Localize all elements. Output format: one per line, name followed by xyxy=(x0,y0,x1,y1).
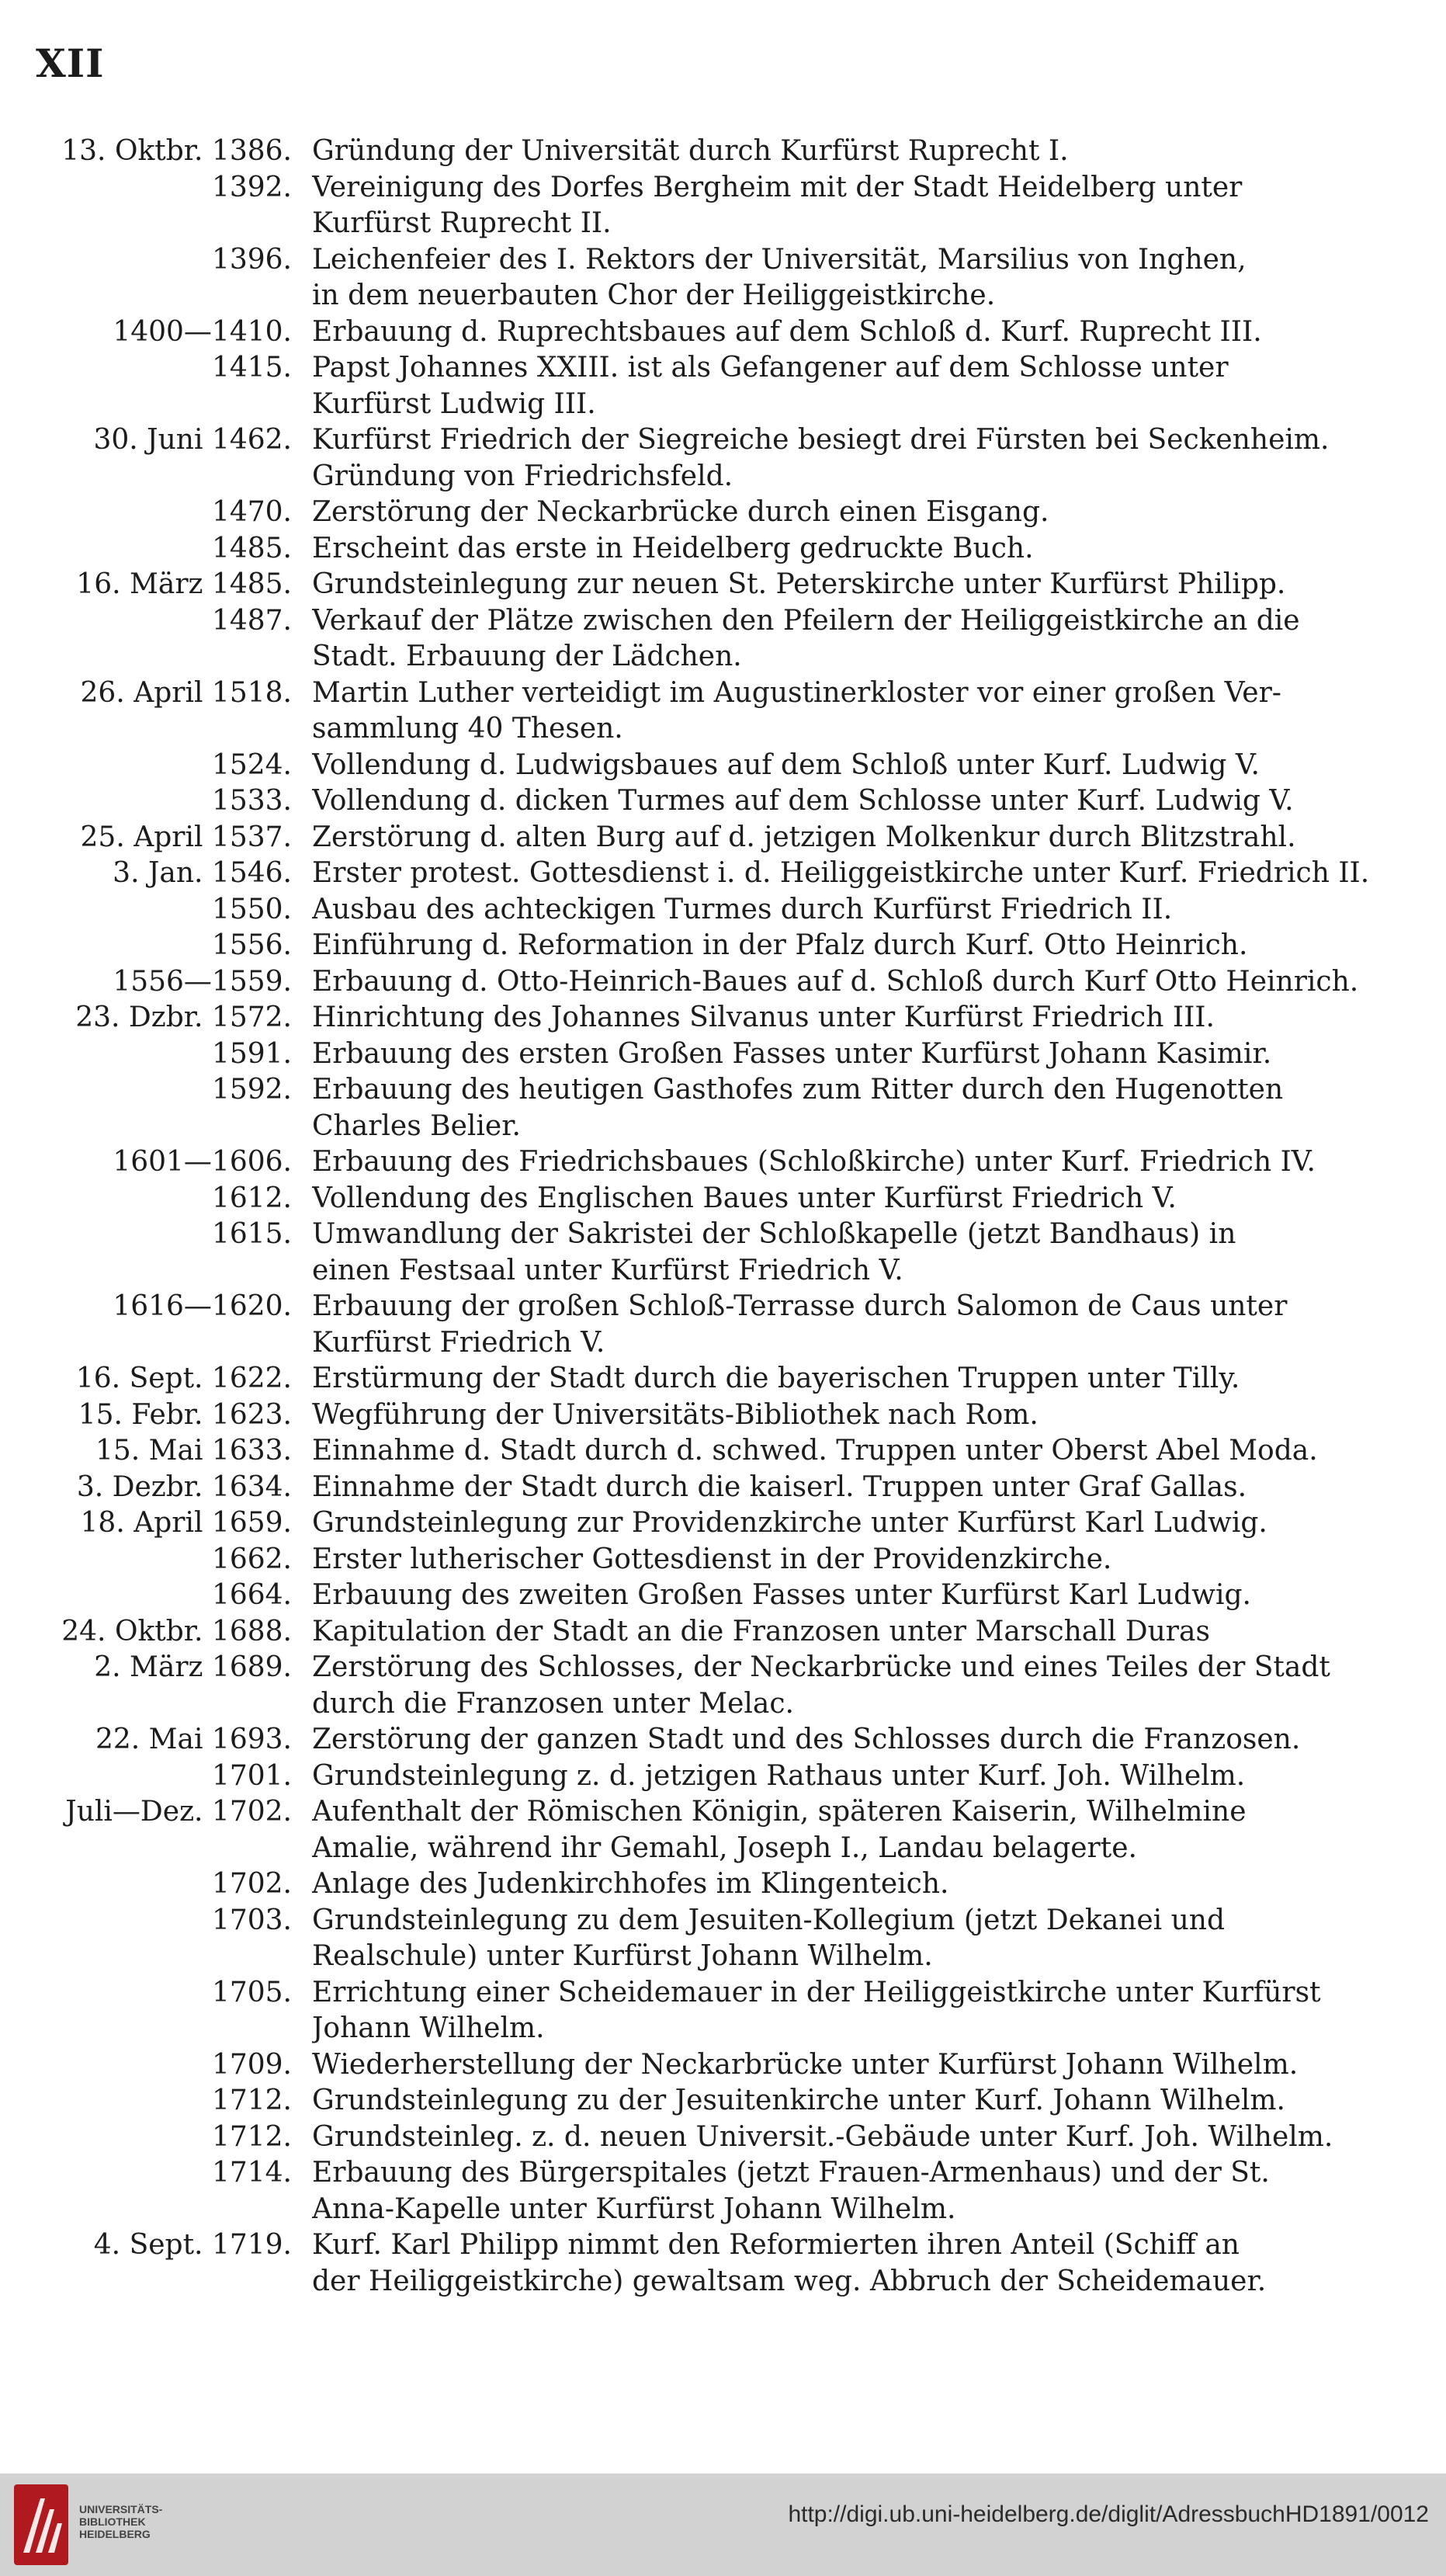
entry-text-line: Amalie, während ihr Gemahl, Joseph I., Landau belagerte. xyxy=(312,1831,1137,1864)
entry-text xyxy=(312,1505,1370,1542)
chronicle-entry xyxy=(31,242,1370,314)
entry-text-line: Grundsteinlegung zur Providenzkirche unter Kurfürst Karl Ludwig. xyxy=(312,1507,1267,1539)
entry-text xyxy=(312,748,1370,784)
entry-text xyxy=(312,1794,1370,1866)
entry-text-line: Aufenthalt der Römischen Königin, späteren Kaiserin, Wilhelmine xyxy=(312,1796,1247,1828)
entry-text-line: Vollendung d. Ludwigsbaues auf dem Schloß unter Kurf. Ludwig V. xyxy=(312,748,1260,781)
entry-text xyxy=(312,783,1370,820)
entry-text xyxy=(312,2119,1370,2156)
chronicle-entry xyxy=(31,1975,1370,2047)
chronicle-entry xyxy=(31,495,1370,531)
entry-date: 15. Febr. 1623. xyxy=(78,1398,292,1431)
entry-date: 1485. xyxy=(211,532,292,564)
entry-text-line: sammlung 40 Thesen. xyxy=(312,713,623,745)
entry-text xyxy=(312,1722,1370,1758)
entry-text xyxy=(312,242,1370,314)
entry-date: 1415. xyxy=(211,352,292,384)
chronicle-entry xyxy=(31,892,1370,929)
chronicle-entry xyxy=(31,531,1370,568)
source-url-link[interactable]: http://digi.ub.uni-heidelberg.de/diglit/AdressbuchHD1891/0012 xyxy=(788,2501,1429,2527)
entry-text xyxy=(312,2155,1370,2227)
entry-text-line: Ausbau des achteckigen Turmes durch Kurfürst Friedrich II. xyxy=(312,893,1173,925)
chronicle-entry xyxy=(31,1722,1370,1758)
chronicle-entry xyxy=(31,1433,1370,1470)
chronicle-entry xyxy=(31,1000,1370,1036)
entry-date: 1392. xyxy=(211,171,292,203)
entry-text xyxy=(312,2227,1370,2300)
chronicle-entry xyxy=(31,1072,1370,1144)
entry-date: 23. Dzbr. 1572. xyxy=(75,1002,292,1033)
entry-text xyxy=(312,1578,1370,1614)
entry-text-line: Zerstörung d. alten Burg auf d. jetzigen Molkenkur durch Blitzstrahl. xyxy=(312,821,1296,853)
entry-date: 1714. xyxy=(211,2157,292,2189)
entry-text-line: Erstürmung der Stadt durch die bayerischen Truppen unter Tilly. xyxy=(312,1363,1240,1394)
entry-text-line: durch die Franzosen unter Melac. xyxy=(312,1687,794,1720)
entry-text xyxy=(312,2083,1370,2119)
chronicle-entry xyxy=(31,748,1370,784)
entry-text-line: Erbauung d. Otto-Heinrich-Baues auf d. Schloß durch Kurf Otto Heinrich. xyxy=(312,965,1359,998)
entry-text xyxy=(312,856,1370,892)
entry-text xyxy=(312,1397,1370,1434)
entry-text-line: Papst Johannes XXIII. ist als Gefangener auf dem Schlosse unter xyxy=(312,352,1229,384)
chronicle-entry xyxy=(31,1397,1370,1434)
entry-date: 1703. xyxy=(211,1904,292,1936)
entry-date: 4. Sept. 1719. xyxy=(93,2229,292,2261)
chronicle-entry xyxy=(31,2227,1370,2300)
entry-text xyxy=(312,820,1370,856)
chronicle-entry xyxy=(31,1866,1370,1903)
entry-date: 1487. xyxy=(211,604,292,637)
institution-line: UNIVERSITÄTS- xyxy=(79,2503,163,2515)
chronicle-entry xyxy=(31,1542,1370,1578)
entry-date: 1396. xyxy=(211,243,292,276)
entry-date: 1616—1620. xyxy=(113,1290,292,1322)
entry-date: 1702. xyxy=(211,1868,292,1900)
entry-date: 1591. xyxy=(211,1037,292,1070)
entry-date: 1712. xyxy=(211,2085,292,2116)
entry-text xyxy=(312,350,1370,422)
entry-text xyxy=(312,1866,1370,1903)
university-library-logo-icon[interactable] xyxy=(14,2484,68,2565)
chronicle-entry xyxy=(31,928,1370,964)
entry-date: 26. April 1518. xyxy=(80,676,292,709)
entry-text-line: Charles Belier. xyxy=(312,1109,521,1142)
entry-text-line: Erbauung des Friedrichsbaues (Schloßkirche) unter Kurf. Friedrich IV. xyxy=(312,1146,1316,1178)
chronicle-entry xyxy=(31,170,1370,242)
entry-date: 25. April 1537. xyxy=(80,821,292,853)
entry-text xyxy=(312,1361,1370,1397)
entry-date: 30. Juni 1462. xyxy=(93,424,292,456)
entry-text-line: Hinrichtung des Johannes Silvanus unter Kurfürst Friedrich III. xyxy=(312,1002,1215,1033)
entry-text-line: Gründung von Friedrichsfeld. xyxy=(312,460,733,492)
entry-date: 18. April 1659. xyxy=(80,1507,292,1539)
entry-date: 1592. xyxy=(211,1074,292,1106)
chronicle-entry xyxy=(31,1217,1370,1289)
institution-line: BIBLIOTHEK xyxy=(79,2515,146,2528)
entry-text-line: Anlage des Judenkirchhofes im Klingenteich. xyxy=(312,1868,949,1900)
entry-text xyxy=(312,1614,1370,1651)
chronicle-entry xyxy=(31,820,1370,856)
entry-text-line: Zerstörung der ganzen Stadt und des Schlosses durch die Franzosen. xyxy=(312,1724,1301,1755)
entry-text xyxy=(312,170,1370,242)
entry-text-line: einen Festsaal unter Kurfürst Friedrich V. xyxy=(312,1254,903,1286)
entry-text xyxy=(312,1758,1370,1795)
entry-date: Juli—Dez. 1702. xyxy=(65,1796,292,1828)
entry-text xyxy=(312,892,1370,929)
footer-bar xyxy=(0,2474,1446,2576)
entry-text-line: Anna-Kapelle unter Kurfürst Johann Wilhelm. xyxy=(312,2192,956,2225)
entry-text-line: Einnahme d. Stadt durch d. schwed. Truppen unter Oberst Abel Moda. xyxy=(312,1435,1318,1467)
institution-name xyxy=(79,2503,162,2540)
entry-text-line: Grundsteinlegung zu der Jesuitenkirche unter Kurf. Johann Wilhelm. xyxy=(312,2085,1285,2116)
entry-text-line: Erster protest. Gottesdienst i. d. Heiliggeistkirche unter Kurf. Friedrich II. xyxy=(312,857,1370,889)
entry-text xyxy=(312,964,1370,1001)
entry-text xyxy=(312,1072,1370,1144)
entry-date: 1556. xyxy=(211,929,292,961)
entry-date: 24. Oktbr. 1688. xyxy=(61,1615,292,1647)
chronicle-list xyxy=(31,134,1370,2300)
chronicle-entry xyxy=(31,1903,1370,1975)
entry-text-line: Kurfürst Friedrich V. xyxy=(312,1326,605,1359)
entry-date: 22. Mai 1693. xyxy=(95,1724,292,1755)
entry-date: 1556—1559. xyxy=(113,965,292,998)
entry-text xyxy=(312,1000,1370,1036)
entry-text-line: Grundsteinleg. z. d. neuen Universit.-Gebäude unter Kurf. Joh. Wilhelm. xyxy=(312,2120,1333,2153)
page-number: XII xyxy=(36,40,105,86)
entry-text xyxy=(312,1903,1370,1975)
entry-text-line: Kurfürst Ruprecht II. xyxy=(312,207,612,239)
entry-text-line: der Heiliggeistkirche) gewaltsam weg. Abbruch der Scheidemauer. xyxy=(312,2265,1267,2297)
entry-text-line: Erbauung des ersten Großen Fasses unter Kurfürst Johann Kasimir. xyxy=(312,1037,1272,1070)
entry-text xyxy=(312,675,1370,748)
entry-date: 1709. xyxy=(211,2048,292,2081)
entry-text-line: Leichenfeier des I. Rektors der Universität, Marsilius von Inghen, xyxy=(312,243,1247,276)
entry-date: 1701. xyxy=(211,1759,292,1792)
entry-date: 13. Oktbr. 1386. xyxy=(61,135,292,167)
chronicle-entry xyxy=(31,350,1370,422)
entry-text-line: Wiederherstellung der Neckarbrücke unter Kurfürst Johann Wilhelm. xyxy=(312,2048,1299,2081)
chronicle-entry xyxy=(31,603,1370,675)
chronicle-entry xyxy=(31,964,1370,1001)
entry-text-line: Vollendung d. dicken Turmes auf dem Schlosse unter Kurf. Ludwig V. xyxy=(312,785,1294,817)
entry-date: 1533. xyxy=(211,785,292,817)
entry-text-line: Umwandlung der Sakristei der Schloßkapelle (jetzt Bandhaus) in xyxy=(312,1218,1236,1250)
entry-date: 1664. xyxy=(211,1579,292,1611)
entry-text xyxy=(312,531,1370,568)
entry-text xyxy=(312,1975,1370,2047)
entry-text-line: Martin Luther verteidigt im Augustinerkloster vor einer großen Ver- xyxy=(312,676,1281,709)
chronicle-entry xyxy=(31,1505,1370,1542)
entry-text-line: Verkauf der Plätze zwischen den Pfeilern der Heiliggeistkirche an die xyxy=(312,604,1300,637)
entry-date: 1712. xyxy=(211,2120,292,2153)
entry-date: 1705. xyxy=(211,1976,292,2008)
entry-text xyxy=(312,1181,1370,1217)
institution-line: HEIDELBERG xyxy=(79,2528,151,2540)
entry-text xyxy=(312,495,1370,531)
entry-text-line: Grundsteinlegung zur neuen St. Peterskirche unter Kurfürst Philipp. xyxy=(312,568,1286,600)
chronicle-entry xyxy=(31,1794,1370,1866)
chronicle-entry xyxy=(31,422,1370,495)
entry-date: 2. März 1689. xyxy=(94,1651,292,1683)
entry-text-line: Erbauung der großen Schloß-Terrasse durch Salomon de Caus unter xyxy=(312,1290,1288,1322)
entry-text-line: Vollendung des Englischen Baues unter Kurfürst Friedrich V. xyxy=(312,1182,1177,1214)
chronicle-entry xyxy=(31,2119,1370,2156)
entry-text-line: Vereinigung des Dorfes Bergheim mit der Stadt Heidelberg unter xyxy=(312,171,1243,203)
entry-date: 16. Sept. 1622. xyxy=(75,1363,292,1394)
chronicle-entry xyxy=(31,1578,1370,1614)
entry-text xyxy=(312,567,1370,603)
entry-text-line: Kurfürst Ludwig III. xyxy=(312,387,596,420)
chronicle-entry xyxy=(31,2083,1370,2119)
entry-date: 16. März 1485. xyxy=(76,568,292,600)
entry-text-line: Einführung d. Reformation in der Pfalz durch Kurf. Otto Heinrich. xyxy=(312,929,1248,961)
entry-text-line: Wegführung der Universitäts-Bibliothek nach Rom. xyxy=(312,1398,1039,1431)
entry-text xyxy=(312,1217,1370,1289)
entry-text xyxy=(312,1036,1370,1073)
entry-text xyxy=(312,2047,1370,2084)
entry-text-line: Erbauung des heutigen Gasthofes zum Ritter durch den Hugenotten xyxy=(312,1074,1284,1106)
entry-date: 1550. xyxy=(211,893,292,925)
chronicle-entry xyxy=(31,1650,1370,1722)
entry-text-line: Erscheint das erste in Heidelberg gedruckte Buch. xyxy=(312,532,1034,564)
entry-text-line: Erbauung des zweiten Großen Fasses unter Kurfürst Karl Ludwig. xyxy=(312,1579,1251,1611)
chronicle-entry xyxy=(31,1144,1370,1181)
chronicle-entry xyxy=(31,856,1370,892)
entry-text xyxy=(312,1470,1370,1506)
entry-text-line: Erbauung des Bürgerspitales (jetzt Frauen-Armenhaus) und der St. xyxy=(312,2157,1270,2189)
entry-date: 3. Dezbr. 1634. xyxy=(76,1470,292,1503)
entry-text-line: Johann Wilhelm. xyxy=(312,2012,545,2044)
entry-date: 1612. xyxy=(211,1182,292,1214)
chronicle-entry xyxy=(31,2047,1370,2084)
entry-date: 3. Jan. 1546. xyxy=(113,857,292,889)
entry-text xyxy=(312,603,1370,675)
entry-date: 1524. xyxy=(211,748,292,781)
chronicle-entry xyxy=(31,2155,1370,2227)
entry-text-line: Errichtung einer Scheidemauer in der Heiliggeistkirche unter Kurfürst xyxy=(312,1976,1321,2008)
entry-text xyxy=(312,1144,1370,1181)
entry-text-line: Zerstörung der Neckarbrücke durch einen Eisgang. xyxy=(312,496,1049,528)
chronicle-entry xyxy=(31,1470,1370,1506)
entry-text-line: Grundsteinlegung zu dem Jesuiten-Kollegium (jetzt Dekanei und xyxy=(312,1904,1226,1936)
entry-date: 1400—1410. xyxy=(113,315,292,348)
entry-text-line: Erster lutherischer Gottesdienst in der Providenzkirche. xyxy=(312,1543,1112,1575)
entry-text-line: Stadt. Erbauung der Lädchen. xyxy=(312,641,742,672)
entry-text-line: Kapitulation der Stadt an die Franzosen unter Marschall Duras xyxy=(312,1615,1210,1647)
chronicle-entry xyxy=(31,783,1370,820)
chronicle-entry xyxy=(31,1361,1370,1397)
chronicle-entry xyxy=(31,1289,1370,1361)
entry-text xyxy=(312,1650,1370,1722)
entry-text xyxy=(312,928,1370,964)
entry-text-line: Grundsteinlegung z. d. jetzigen Rathaus unter Kurf. Joh. Wilhelm. xyxy=(312,1759,1246,1792)
entry-text xyxy=(312,1289,1370,1361)
entry-date: 1615. xyxy=(211,1218,292,1250)
entry-date: 15. Mai 1633. xyxy=(95,1435,292,1467)
entry-text xyxy=(312,422,1370,495)
chronicle-entry xyxy=(31,1181,1370,1217)
entry-text-line: Zerstörung des Schlosses, der Neckarbrücke und eines Teiles der Stadt xyxy=(312,1651,1330,1683)
entry-text xyxy=(312,314,1370,351)
entry-date: 1601—1606. xyxy=(113,1146,292,1178)
entry-text xyxy=(312,1542,1370,1578)
entry-text-line: Gründung der Universität durch Kurfürst Ruprecht I. xyxy=(312,135,1069,167)
chronicle-entry xyxy=(31,134,1370,170)
entry-text-line: Kurfürst Friedrich der Siegreiche besiegt drei Fürsten bei Seckenheim. xyxy=(312,424,1330,456)
chronicle-entry xyxy=(31,314,1370,351)
entry-text-line: Realschule) unter Kurfürst Johann Wilhelm. xyxy=(312,1940,933,1972)
entry-text xyxy=(312,1433,1370,1470)
entry-date: 1662. xyxy=(211,1543,292,1575)
entry-text xyxy=(312,134,1370,170)
chronicle-entry xyxy=(31,1614,1370,1651)
chronicle-entry xyxy=(31,675,1370,748)
entry-date: 1470. xyxy=(211,496,292,528)
entry-text-line: in dem neuerbauten Chor der Heiliggeistkirche. xyxy=(312,279,996,311)
entry-text-line: Erbauung d. Ruprechtsbaues auf dem Schloß d. Kurf. Ruprecht III. xyxy=(312,315,1262,348)
chronicle-entry xyxy=(31,1758,1370,1795)
chronicle-entry xyxy=(31,567,1370,603)
entry-text-line: Kurf. Karl Philipp nimmt den Reformierten ihren Anteil (Schiff an xyxy=(312,2229,1240,2261)
entry-text-line: Einnahme der Stadt durch die kaiserl. Truppen unter Graf Gallas. xyxy=(312,1470,1247,1503)
chronicle-entry xyxy=(31,1036,1370,1073)
